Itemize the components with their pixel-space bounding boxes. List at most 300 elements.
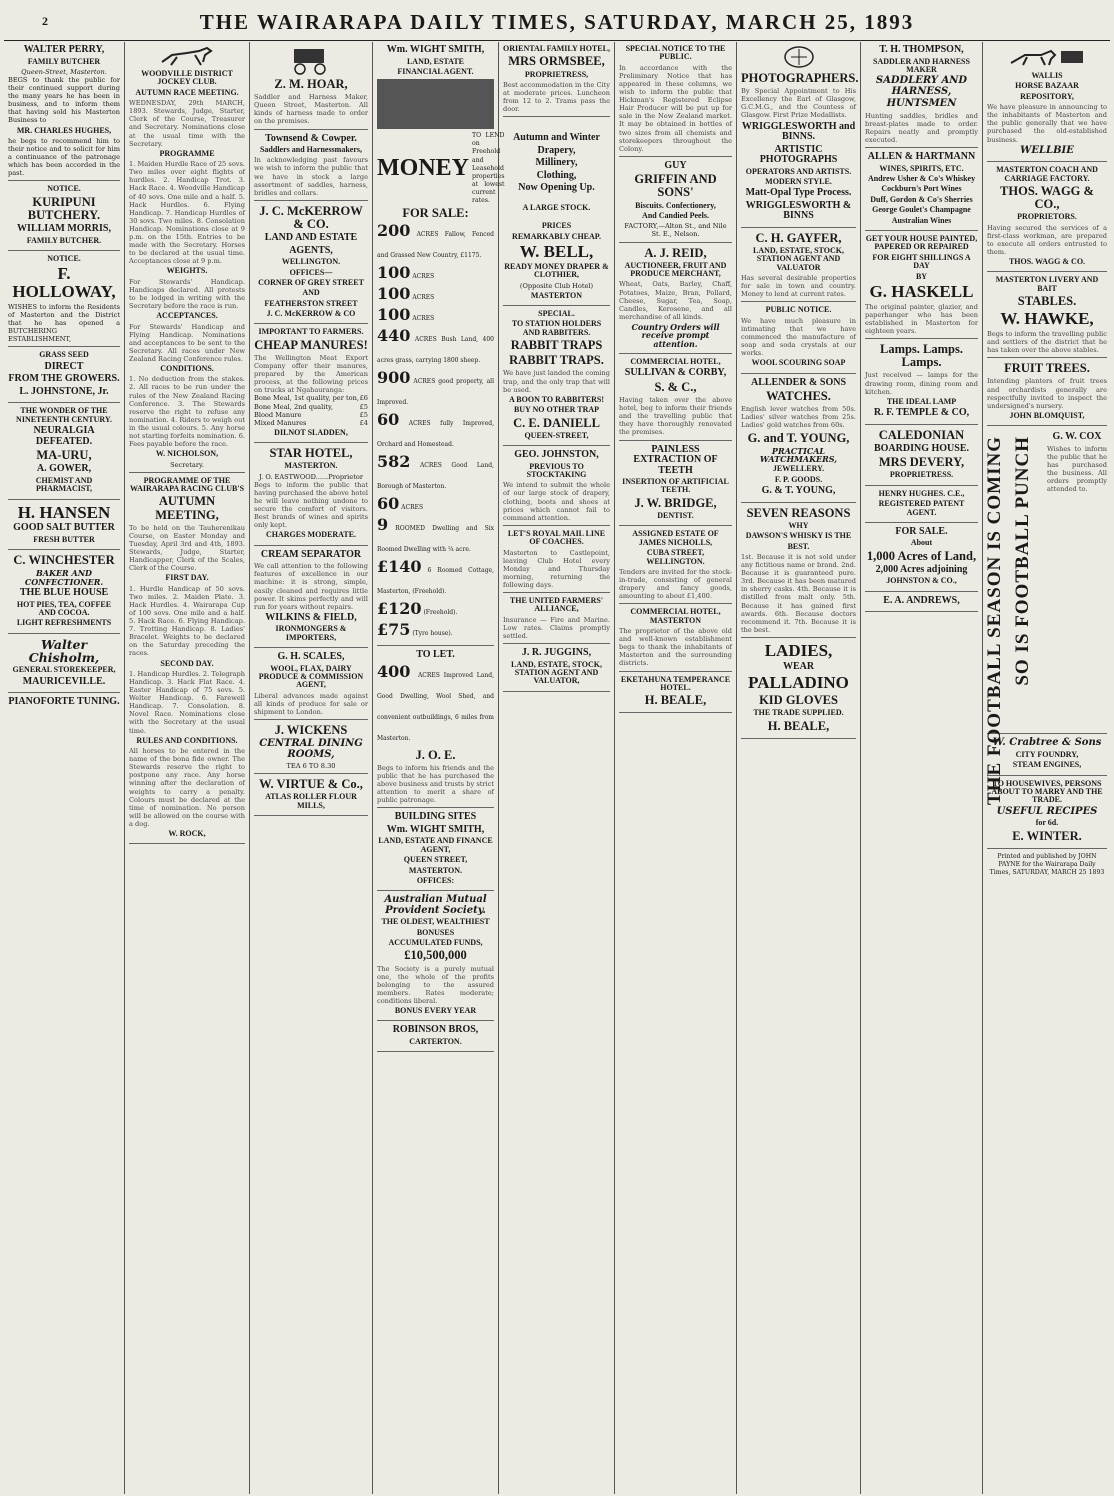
previous-heading: PREVIOUS TO STOCKTAKING (526, 461, 587, 479)
registered-heading: REGISTERED PATENT AGENT. (878, 499, 965, 517)
allender-heading: ALLENDER & SONS (750, 376, 847, 388)
cox-ad: G. W. COX Wishes to inform the public that he has purchased the business. All orders promptly attended to. (1047, 431, 1107, 494)
acre-description: ACRES (410, 273, 435, 281)
hansen-name: H. HANSEN (17, 502, 111, 522)
temple-name: R. F. TEMPLE & CO, (873, 407, 970, 419)
acres-list (377, 222, 494, 642)
acre-description: (Tyre house). (410, 630, 453, 638)
gayfer-ad: C. H. GAYFER, LAND, ESTATE, STOCK, STATION AGENT AND VALUATOR Has several desirable properties for sale in town and country. Money to lend at current rates. (741, 232, 856, 303)
to-let-heading: TO LET. (416, 649, 455, 661)
stock-heading: A LARGE STOCK. (522, 202, 591, 212)
wagg2-name: THOS. WAGG & CO. (1008, 256, 1086, 266)
hughes-name: MR. CHARLES HUGHES, (16, 125, 112, 135)
robinson-ad (377, 1025, 494, 1052)
public-heading: PUBLIC NOTICE. (765, 305, 832, 315)
growers-heading: FROM THE GROWERS. (8, 373, 120, 385)
special-notice-ad: SPECIAL NOTICE TO THE PUBLIC. In accordance with the Preliminary Notice that has appeared in these columns, we wish to inform the public that Hickman's Registered Eclipse Hair Producer will be put up for sale in the New Zealand market. It may be obtained in bottles of two sizes from all chemists and storekeepers throughout the Colony. (619, 45, 732, 157)
masterton2-heading: MASTERTON. (408, 865, 463, 875)
fruit-heading: FRUIT TREES. (1004, 361, 1090, 376)
proprietress2-heading: PROPRIETRESS. (889, 470, 954, 480)
millinery-heading: Millinery, (535, 157, 578, 169)
acre-number: £120 (377, 599, 422, 619)
for-sale-heading: FOR SALE: (402, 206, 469, 221)
eketahuna-ad (619, 676, 732, 714)
daniell-name: C. E. DANIELL (513, 415, 600, 430)
acre-listing (377, 285, 494, 306)
thousand-heading: 1,000 Acres of Land, (866, 548, 977, 563)
column-5 (499, 42, 615, 1494)
saddlery-heading: SADDLERY AND HARNESS, (875, 75, 968, 97)
townsend-name: Townsend & Cowper. (265, 132, 357, 144)
nicholson-sub: Secretary. (170, 460, 204, 469)
juggins-sub: LAND, ESTATE, STOCK, STATION AGENT AND VALUATOR, (511, 659, 602, 686)
acre-listing (377, 222, 494, 264)
perry-sub: FAMILY BUTCHER (27, 56, 101, 66)
acre-description: (Freehold). (421, 609, 458, 617)
star-hotel-heading: STAR HOTEL, (269, 446, 353, 461)
coach-heading: MASTERTON COACH AND CARRIAGE FACTORY. (996, 165, 1098, 183)
notice2-heading: NOTICE. (47, 253, 81, 263)
building-sites-ad (377, 812, 494, 891)
acre-listing (377, 621, 494, 642)
refreshments-heading: LIGHT REFRESHMENTS (16, 618, 112, 628)
manures-heading: CHEAP MANURES! (254, 337, 368, 352)
acre-number: 200 (377, 221, 411, 241)
sc-heading: S. & C., (654, 379, 697, 394)
mauru-ad (8, 407, 120, 499)
acre-listing (377, 558, 494, 600)
programme-heading: PROGRAMME (159, 148, 215, 158)
eketahuna-heading: EKETAHUNA TEMPERANCE HOTEL. (620, 674, 731, 692)
operators-heading: OPERATORS AND ARTISTS. (745, 166, 852, 176)
money-heading: MONEY (377, 155, 469, 182)
young-name: G. and T. YOUNG, (747, 430, 850, 445)
buy-heading: BUY NO OTHER TRAP (513, 405, 600, 415)
financial-heading: FINANCIAL AGENT. (397, 66, 474, 76)
mckerrow-ad (254, 205, 368, 325)
wallis-ad: WALLIS HORSE BAZAAR REPOSITORY, We have pleasure in announcing to the inhabitants of Masterton and the public generally that we have purchased the old-established business. WELLBIE (987, 45, 1107, 162)
carriage-emblem (254, 45, 368, 75)
crabtree-ad (987, 738, 1107, 775)
agents-heading: AGENTS, (289, 244, 333, 256)
and-heading: AND (302, 288, 320, 298)
nicholls-heading: ASSIGNED ESTATE OF JAMES NICHOLLS, (632, 529, 719, 547)
reid-ad: A. J. REID, AUCTIONEER, FRUIT AND PRODUCE MERCHANT, Wheat, Oats, Barley, Chaff, Potatoes, Maize, Bran, Pollard, Cheese, Sugar, Tea, Soap, Candles, Kerosene, and all merchandise of all kinds. Country Orders will receive prompt attention. (619, 247, 732, 355)
acre-number: 60 (377, 410, 400, 430)
oriental-ad: ORIENTAL FAMILY HOTEL, MRS ORMSBEE, PROPRIETRESS, Best accommodation in the City at moderate prices. Luncheon from 12 to 2. Trams pass the door. (503, 45, 610, 117)
factory-line: FACTORY,—Alton St., and Nile St. E., Nelson. (624, 222, 727, 239)
eastwood-line: J. O. EASTWOOD......Proprietor (259, 472, 363, 481)
scales-name: G. H. SCALES, (277, 651, 345, 663)
hoar-name: Z. M. HOAR, (274, 77, 348, 91)
devery-name: MRS DEVERY, (878, 455, 965, 470)
to-let-ad: TO LET. 400 ACRES Improved Land, Good Dwelling, Wool Shed, and convenient outbuildings, 6 miles from Masterton. J. O. E. Begs to inform his friends and the public that he has purchased the above business and trusts by strict attention to merit a share of public patronage. (377, 650, 494, 808)
column-3 (250, 42, 373, 1494)
biscuits-heading: Biscuits. Confectionery, (635, 200, 716, 210)
land-estate-heading: LAND, ESTATE (406, 56, 465, 66)
andrews-name: E. A. ANDREWS, (883, 594, 960, 606)
proprietress-heading: PROPRIETRESS, (524, 69, 589, 79)
thompson-name: T. H. THOMPSON, (879, 44, 964, 55)
manure-row: Bone Meal, 2nd quality, £5 (254, 402, 368, 411)
notice-heading: NOTICE. (47, 184, 81, 194)
daniell-sub: QUEEN-STREET, (524, 430, 589, 440)
wool-heading: WOOL SCOURING SOAP (751, 358, 846, 368)
acre-number: 100 (377, 284, 411, 304)
coaches-ad: LET'S ROYAL MAIL LINE OF COACHES. Masterton to Castlepoint, leaving Club Hotel every Monday and Thursday morning, returning the following days. (503, 530, 610, 593)
atlas-heading: ATLAS ROLLER FLOUR MILLS, (265, 792, 357, 810)
ormsbee-name: MRS ORMSBEE, (508, 54, 605, 69)
sullivan-name: SULLIVAN & CORBY, (624, 367, 727, 379)
hawke-ad: MASTERTON LIVERY AND BAIT STABLES. W. HAWKE, Begs to inform the travelling public and settlers of the district that he has taken over the above stables. (987, 276, 1107, 358)
masterton-heading: MASTERTON. (284, 461, 338, 471)
column-6 (615, 42, 737, 1494)
housewives-heading: TO HOUSEWIVES, PERSONS ABOUT TO MARRY AND THE TRADE. (991, 778, 1103, 805)
charges-heading: CHARGES MODERATE. (265, 530, 357, 540)
palladino-heading: PALLADINO (748, 673, 849, 693)
queen-heading: QUEEN STREET, (403, 855, 468, 865)
salt-butter-heading: GOOD SALT BUTTER (13, 522, 115, 534)
acre-listing (377, 516, 494, 558)
gower-sub: CHEMIST AND PHARMACIST, (35, 475, 93, 494)
special-heading: SPECIAL. (538, 309, 575, 319)
bridge-ad (619, 445, 732, 527)
two-thousand-heading: 2,000 Acres adjoining (875, 563, 968, 575)
virtue-ad (254, 778, 368, 816)
featherston-heading: FEATHERSTON STREET (264, 298, 358, 308)
perry-ad (8, 45, 120, 181)
second-day-heading: SECOND DAY. (160, 658, 214, 668)
gayfer-name: C. H. GAYFER, (755, 230, 842, 245)
winter-name: E. WINTER. (1012, 828, 1082, 843)
johnston-name: GEO. JOHNSTON, (514, 449, 599, 461)
wairarapa-racing-ad: PROGRAMME OF THE WAIRARAPA RACING CLUB'S AUTUMN MEETING, To be held on the Tauherenikau Course, on Easter Monday and Tuesday, April 3rd and 4th, 1893. Stewards, Judge, Starter, Handicapper, Clerk of the Scales, Clerk of the Course. FIRST DAY. 1. Hurdle Handicap of 50 sovs. Two miles. 2. Maiden Plate. 3. Hack Hurdles. 4. Wairarapa Cup of 100 sovs. One mile and a half. 5. Hack Race. 6. Flying Handicap. 7. Trotting Handicap. 8. Ladies' Bracelet. Weights to be declared on the Saturday preceding the races. SECOND DAY. 1. Handicap Hurdles. 2. Telegraph Handicap. 3. Hack Flat Race. 4. Easter Handicap of 75 sovs. 5. Welter Handicap. 6. Farewell Handicap. 7. Consolation. 8. Novel Race. Nominations close with the Secretary at the usual time. RULES AND CONDITIONS. All horses to be entered in the name of the bona fide owner. The Stewards reserve the right to postpone any race. Any horse winning after the declaration of weights to carry a penalty. Colours must be declared at the time of nomination. No person will be allowed on the course with a dog. W. ROCK, (129, 477, 245, 845)
wight-smith-ad (377, 44, 505, 646)
painted-heading: GET YOUR HOUSE PAINTED, PAPERED OR REPAIRED (865, 234, 978, 252)
lamps-ad: Lamps. Lamps. Lamps. Just received — lamps for the drawing room, dining room and kitchen. THE IDEAL LAMP R. F. TEMPLE & CO, (865, 343, 978, 424)
acre-description: ACRES (410, 315, 435, 323)
acre-listing (377, 411, 494, 453)
wellington-heading: WELLINGTON. (281, 257, 341, 267)
garton-heading: COMMERCIAL HOTEL, MASTERTON (630, 607, 721, 625)
gayfer-sub: LAND, ESTATE, STOCK, STATION AGENT AND VALUATOR (753, 245, 844, 272)
acre-number: £75 (377, 620, 411, 640)
hawke-name: W. HAWKE, (1000, 309, 1094, 329)
artistic-heading: ARTISTIC PHOTOGRAPHS (759, 143, 838, 165)
painless-heading: PAINLESS EXTRACTION OF TEETH (633, 443, 718, 476)
hughes-body: he begs to recommend him to their notice and to solicit for him a continuance of the patronage which has been accorded in the past. (8, 136, 120, 178)
andrews-ad (865, 596, 978, 613)
amp-ad: Australian Mutual Provident Society. THE OLDEST, WEALTHIEST BONUSES ACCUMULATED FUNDS, £10,500,000 The Society is a purely mutual one, the whole of the profits belonging to the assured members. Rates moderate; conditions liberal. BONUS EVERY YEAR (377, 895, 494, 1021)
thompson-ad: T. H. THOMPSON, SADDLER AND HARNESS MAKER SADDLERY AND HARNESS, HUNTSMEN Hunting saddles, bridles and breast-plates made to order. Repairs neatly and promptly executed. (865, 45, 978, 148)
autumn-race-heading: AUTUMN RACE MEETING. (135, 87, 239, 97)
winchester-name: C. WINCHESTER (13, 553, 115, 568)
acre-listing (377, 369, 494, 411)
cheap-heading: REMARKABLY CHEAP. (512, 231, 601, 241)
to-let-row: 400 ACRES Improved Land, Good Dwelling, Wool Shed, and convenient outbuildings, 6 miles from Masterton. (377, 661, 494, 742)
acre-number: 582 (377, 452, 411, 472)
hansen-ad (8, 504, 120, 551)
wilkins-name: WILKINS & FIELD, (265, 611, 357, 623)
hot-pies-heading: HOT PIES, TEA, COFFEE AND COCOA. (16, 599, 112, 618)
johnston2-name: JOHNSTON & CO., (886, 576, 957, 586)
about-heading: About (910, 538, 933, 548)
jewellery-heading: JEWELLERY. (772, 464, 825, 474)
bell-ad (503, 121, 610, 306)
proprietors-heading: PROPRIETORS. (1017, 212, 1077, 222)
bazaar-emblem (987, 45, 1107, 69)
repository-heading: REPOSITORY, (1020, 91, 1074, 101)
acre-number: 9 (377, 515, 389, 535)
wonder-heading: THE WONDER OF THE NINETEENTH CENTURY. (16, 406, 112, 424)
usher-line: Andrew Usher & Co's Whiskey (867, 174, 976, 184)
acre-listing (377, 264, 494, 285)
beale2-name: H. BEALE, (767, 718, 830, 733)
scales-ad: G. H. SCALES, WOOL, FLAX, DAIRY PRODUCE & COMMISSION AGENT, Liberal advances made against all kinds of produce for sale or shipment to London. (254, 652, 368, 720)
mckerrow-signature: J. C. McKERROW & CO (266, 309, 356, 319)
acre-description: ACRES Good Land, Borough of Masterton. (377, 462, 494, 491)
kuripuni-heading: KURIPUNI BUTCHERY. (27, 194, 101, 222)
winchester-ad (8, 554, 120, 634)
nicholls-ad: ASSIGNED ESTATE OF JAMES NICHOLLS, CUBA STREET, WELLINGTON. Tenders are invited for the stock-in-trade, consisting of general drapery and fancy goods, amounting to about £1,400. (619, 530, 732, 604)
mauriceville-heading: MAURICEVILLE. (22, 675, 106, 687)
fruit-ad: FRUIT TREES. Intending planters of fruit trees and orchardists generally are respectfully invited to inspect the undersigned's nursery. JOHN BLOMQUIST, (987, 362, 1107, 426)
football-banner: THE FOOTBALL SEASON IS COMING (984, 436, 1005, 806)
reid-sub: AUCTIONEER, FRUIT AND PRODUCE MERCHANT, (624, 260, 727, 279)
station-heading: TO STATION HOLDERS AND RABBITERS. (511, 319, 602, 337)
offices2-heading: OFFICES: (416, 875, 455, 885)
rock-name: W. ROCK, (168, 828, 206, 838)
acre-listing (377, 327, 494, 369)
henry-name: HENRY HUGHES. C.E., (878, 488, 965, 498)
acre-listing (377, 306, 494, 327)
wickens-name: J. WICKENS (274, 723, 348, 738)
reid-name: A. J. REID, (644, 245, 707, 260)
cuba-heading: CUBA STREET, WELLINGTON. (646, 548, 705, 566)
lamps-heading: Lamps. Lamps. Lamps. (879, 342, 963, 370)
amp-heading: Australian Mutual Provident Society. (384, 894, 487, 916)
neuralgia-heading: NEURALGIA DEFEATED. (33, 425, 95, 447)
young-sub: PRACTICAL WATCHMAKERS, (759, 445, 838, 465)
fp-heading: F. P. GOODS. (774, 474, 823, 484)
acre-number: 60 (377, 494, 400, 514)
juggins-name: J. R. JUGGINS, (521, 647, 592, 659)
wellbie-heading: WELLBIE (1020, 144, 1074, 156)
perry-address: Queen-Street, Masterton. (21, 67, 107, 76)
commercial-heading: COMMERCIAL HOTEL, (630, 357, 721, 367)
dawson-ad: SEVEN REASONS WHY DAWSON'S WHISKY IS THE BEST. 1st. Because it is not sold under any fictitious name or brand. 2nd. Because it is guaranteed pure. 3rd. Because it has been matured in sherry casks. 4th. Because it is distilled from malt only. 5th. Because it has gained first awards. 6th. Because doctors recommend it. 7th. Because it is the best. (741, 507, 856, 638)
wight-smith-name: Wm. WIGHT SMITH, (386, 44, 485, 55)
acre-description: 6 Roomed Cottage, Masterton, (Freehold). (377, 567, 494, 596)
land2-heading: LAND, ESTATE AND FINANCE AGENT, (378, 836, 493, 854)
manure-row: Mixed Manures £4 (254, 418, 368, 427)
artificial-heading: INSERTION OF ARTIFICIAL TEETH. (622, 477, 729, 495)
traps-heading: RABBIT TRAPS (510, 338, 603, 353)
by-heading: BY (915, 271, 928, 281)
country-heading: Country Orders will receive prompt attention. (631, 321, 720, 349)
matt-heading: Matt-Opal Type Process. (745, 187, 852, 199)
tea-line: TEA 6 TO 8.30 (286, 762, 336, 771)
boon-heading: A BOON TO RABBITERS! (508, 394, 605, 404)
grass-seed-ad (8, 351, 120, 403)
boarding-heading: BOARDING HOUSE. (873, 442, 969, 454)
carterton-heading: CARTERTON. (409, 1036, 462, 1046)
perry-title: WALTER PERRY, (23, 44, 105, 55)
cream-heading: CREAM SEPARATOR (260, 548, 362, 560)
morris-sub: FAMILY BUTCHER. (26, 235, 102, 245)
wallis-heading: WALLIS (1031, 71, 1063, 80)
cox-name: G. W. COX (1052, 431, 1102, 443)
manure-row: Bone Meal, 1st quality, per ton, £6 (254, 394, 368, 403)
robinson-name: ROBINSON BROS, (392, 1024, 479, 1036)
autumn-meeting-heading: AUTUMN MEETING, (155, 494, 219, 522)
blomquist-name: JOHN BLOMQUIST, (1009, 410, 1085, 420)
punch-banner: SO IS FOOTBALL PUNCH (1012, 436, 1033, 686)
alliance-ad: THE UNITED FARMERS' ALLIANCE, Insurance — Fire and Marine. Low rates. Claims promptly settled. (503, 597, 610, 644)
money-sub: TO LEND on Freehold and Leasehold properties at lowest current rates. (472, 132, 505, 205)
chisholm-ad (8, 638, 120, 693)
bell-sub: READY MONEY DRAPER & CLOTHIER, (504, 261, 609, 280)
wilkins-sub: IRONMONGERS & IMPORTERS, (275, 624, 347, 642)
acre-listing (377, 495, 494, 516)
racehorse-icon (157, 45, 217, 67)
blue-house-heading: THE BLUE HOUSE (19, 587, 109, 599)
useful-heading: USEFUL RECIPES (996, 805, 1098, 817)
mast-heading: MASTERTON (530, 290, 583, 300)
holloway-body: WISHES to inform the Residents of Masterton and the District that he has opened a BUTCHERING ESTABLISHMENT, (8, 303, 120, 344)
hoar-ad: Z. M. HOAR, Saddler and Harness Maker, Queen Street, Masterton. All kinds of harness made to order on the premises. (254, 45, 368, 130)
morris-name: WILLIAM MORRIS, (17, 223, 111, 235)
column-7 (737, 42, 861, 1494)
winchester-sub: BAKER AND CONFECTIONER. (24, 568, 104, 587)
caledonian-ad (865, 429, 978, 486)
horse-emblem (129, 45, 245, 67)
nicholson-name: W. NICHOLSON, (155, 449, 219, 459)
cockburn-line: Cockburn's Port Wines (881, 184, 962, 194)
star-hotel-ad: STAR HOTEL, MASTERTON. J. O. EASTWOOD......Proprietor Begs to inform the public that having purchased the above hotel he will leave nothing undone to secure the comfort of visitors. Best brands of wines and spirits only kept. CHARGES MODERATE. (254, 447, 368, 546)
dining-heading: CENTRAL DINING ROOMS, (259, 738, 363, 760)
autumn-heading: Autumn and Winter (513, 132, 600, 144)
manures-ad: IMPORTANT TO FARMERS. CHEAP MANURES! The Wellington Meat Export Company offer their manures, prepared by the American process, at the following prices on trucks at Ngahauranga: Bone Meal, 1st quality, per ton, £6 Bone Meal, 2nd quality, £5 Blood Manure £5 Mixed Manures £4 DILNOT SLADDEN, (254, 328, 368, 443)
griffin-heading: GRIFFIN AND SONS' (634, 172, 717, 200)
offices-heading: OFFICES— (289, 267, 333, 277)
sale-heading: FOR SALE. (895, 525, 948, 537)
column-8 (861, 42, 983, 1494)
corner-heading: CORNER OF GREY STREET (258, 277, 364, 287)
crest-emblem (741, 45, 856, 69)
wickens-ad (254, 724, 368, 774)
steam-heading: STEAM ENGINES, (1012, 760, 1082, 770)
sale-ad (865, 527, 978, 592)
acre-description: ACRES (399, 504, 424, 512)
free-heading: for 6d. (1035, 818, 1059, 828)
acre-listing (377, 600, 494, 621)
palladino-ad (741, 642, 856, 739)
royal-crest-icon (779, 45, 819, 69)
wear-heading: WEAR (782, 660, 815, 672)
acre-number: 440 (377, 326, 411, 346)
haskell-ad: GET YOUR HOUSE PAINTED, PAPERED OR REPAIRED FOR EIGHT SHILLINGS A DAY BY G. HASKELL The original painter, glazier, and paperhanger who has been established in Masterton for eighteen years. (865, 235, 978, 339)
hughes-ce-ad (865, 490, 978, 523)
dentist-heading: DENTIST. (657, 510, 694, 520)
wagg-name: THOS. WAGG & CO., (1000, 183, 1094, 212)
why-heading: WHY (788, 520, 809, 530)
acre-description: ACRES Fallow, Fenced and Grassed New Country, £1175. (377, 231, 494, 260)
acre-listing (377, 453, 494, 495)
chisholm-name: Walter Chisholm, (28, 636, 100, 665)
johnstone-name: L. JOHNSTONE, Jr. (19, 385, 109, 397)
acre-number: 100 (377, 305, 411, 325)
soap-ad: PUBLIC NOTICE. We have much pleasure in intimating that we have commenced the manufacture of soap and soda crystals at our works. WOOL SCOURING SOAP (741, 306, 856, 373)
rules-heading: RULES AND CONDITIONS. (136, 735, 238, 745)
acre-number: 900 (377, 368, 411, 388)
haskell-name: G. HASKELL (869, 281, 974, 301)
accum-heading: ACCUMULATED FUNDS, (388, 938, 483, 948)
carriage-icon (286, 45, 336, 75)
acceptances-heading: ACCEPTANCES. (156, 311, 218, 321)
recipes-ad (987, 780, 1107, 849)
commercial-ad: COMMERCIAL HOTEL, MASTERTON The proprietor of the above old and well-known establishment begs to thank the inhabitants of Masterton and the surrounding districts. (619, 608, 732, 671)
peels-heading: And Candied Peels. (642, 210, 709, 220)
newspaper-title: THE WAIRARAPA DAILY TIMES, SATURDAY, MARCH 25, 1893 (199, 10, 915, 34)
wrigglesworth-name: WRIGGLESWORTH and BINNS. (741, 120, 856, 142)
acre-description: ACRES Bush Land, 400 acres grass, carrying 1800 sheep. (377, 336, 494, 365)
direct-heading: DIRECT (44, 360, 84, 372)
land-heading: LAND AND ESTATE (264, 232, 358, 244)
acre-number: £140 (377, 557, 422, 577)
manure-row: Blood Manure £5 (254, 410, 368, 419)
weights-heading: WEIGHTS. (166, 266, 208, 276)
mckerrow-name: J. C. McKERROW & CO. (259, 203, 363, 231)
townsend-ad: Townsend & Cowper. Saddlers and Harnessmakers, In acknowledging past favours we wish to inform the public that we have in stock a large assortment of saddles, harness, bridles and collars. (254, 134, 368, 201)
acre-description: ACRES (410, 294, 435, 302)
trade-heading: THE TRADE SUPPLIED. (753, 708, 844, 718)
caledonian-heading: CALEDONIAN (878, 427, 965, 442)
scales-sub: WOOL, FLAX, DAIRY PRODUCE & COMMISSION AGENT, (258, 663, 364, 690)
oriental-heading: ORIENTAL FAMILY HOTEL, (503, 44, 610, 53)
wagg-ad: MASTERTON COACH AND CARRIAGE FACTORY. THOS. WAGG & CO., PROPRIETORS. Having secured the services of a first-class workman, are prepared to execute all orders entrusted to them. THOS. WAGG & CO. (987, 166, 1107, 272)
first-day-heading: FIRST DAY. (165, 573, 209, 583)
prices-heading: PRICES (541, 221, 572, 231)
duff-line: Duff, Gordon & Co's Sherries (870, 194, 973, 204)
piano-heading: PIANOFORTE TUNING. (8, 696, 120, 708)
sladden-name: DILNOT SLADDEN, (274, 427, 348, 437)
wines-heading: WINES, SPIRITS, ETC. (879, 163, 964, 173)
kuripuni-ad (8, 185, 120, 251)
watches-ad: ALLENDER & SONS WATCHES. English lever watches from 50s. Ladies' silver watches from 25s. Ladies' gold watches from 60s. G. and T. YOUNG, PRACTICAL WATCHMAKERS, JEWELLERY. F. P. GOODS. G. & T. YOUNG, (741, 378, 856, 503)
acre-description: ACRES fully Improved, Orchard and Homestead. (377, 420, 494, 449)
masthead (0, 0, 1114, 44)
column-2 (125, 42, 250, 1494)
grass-seed-heading: GRASS SEED (39, 350, 89, 360)
prog2-heading: PROGRAMME OF THE WAIRARAPA RACING CLUB'S (129, 475, 245, 494)
bonuses-heading: BONUSES (416, 927, 455, 937)
united-heading: THE UNITED FARMERS' ALLIANCE, (509, 596, 604, 614)
photographers-ad: PHOTOGRAPHERS. By Special Appointment to His Excellency the Earl of Glasgow, G.C.M.G., and the Countess of Glasgow. First Prize Medallists. WRIGGLESWORTH and BINNS. ARTISTIC PHOTOGRAPHS OPERATORS AND ARTISTS. MODERN STYLE. Matt-Opal Type Process. WRIGGLESWORTH & BINNS (741, 45, 856, 228)
allen-ad (865, 152, 978, 231)
traps2-heading: RABBIT TRAPS. (509, 353, 604, 368)
cream-separator-ad: CREAM SEPARATOR We call attention to the following features of excellence in our machine: it is strong, simple, easily cleaned and requires little power. It skims perfectly and will run for years without repairs. WILKINS & FIELD, IRONMONGERS & IMPORTERS, (254, 550, 368, 648)
column-4 (373, 42, 505, 1494)
townsend-sub: Saddlers and Harnessmakers, (259, 145, 362, 154)
huntsmen-heading: HUNTSMEN (886, 98, 957, 110)
lets-heading: LET'S ROYAL MAIL LINE OF COACHES. (507, 528, 606, 547)
bell-name: W. BELL, (519, 241, 594, 261)
conditions-heading: CONDITIONS. (160, 363, 214, 373)
sullivan-ad: COMMERCIAL HOTEL, SULLIVAN & CORBY, S. & C., Having taken over the above hotel, beg to inform their friends and the travelling public that they have thoroughly renovated the premises. (619, 358, 732, 440)
griffin-ad (619, 161, 732, 243)
mauru-heading: MA-URU, (36, 448, 92, 463)
